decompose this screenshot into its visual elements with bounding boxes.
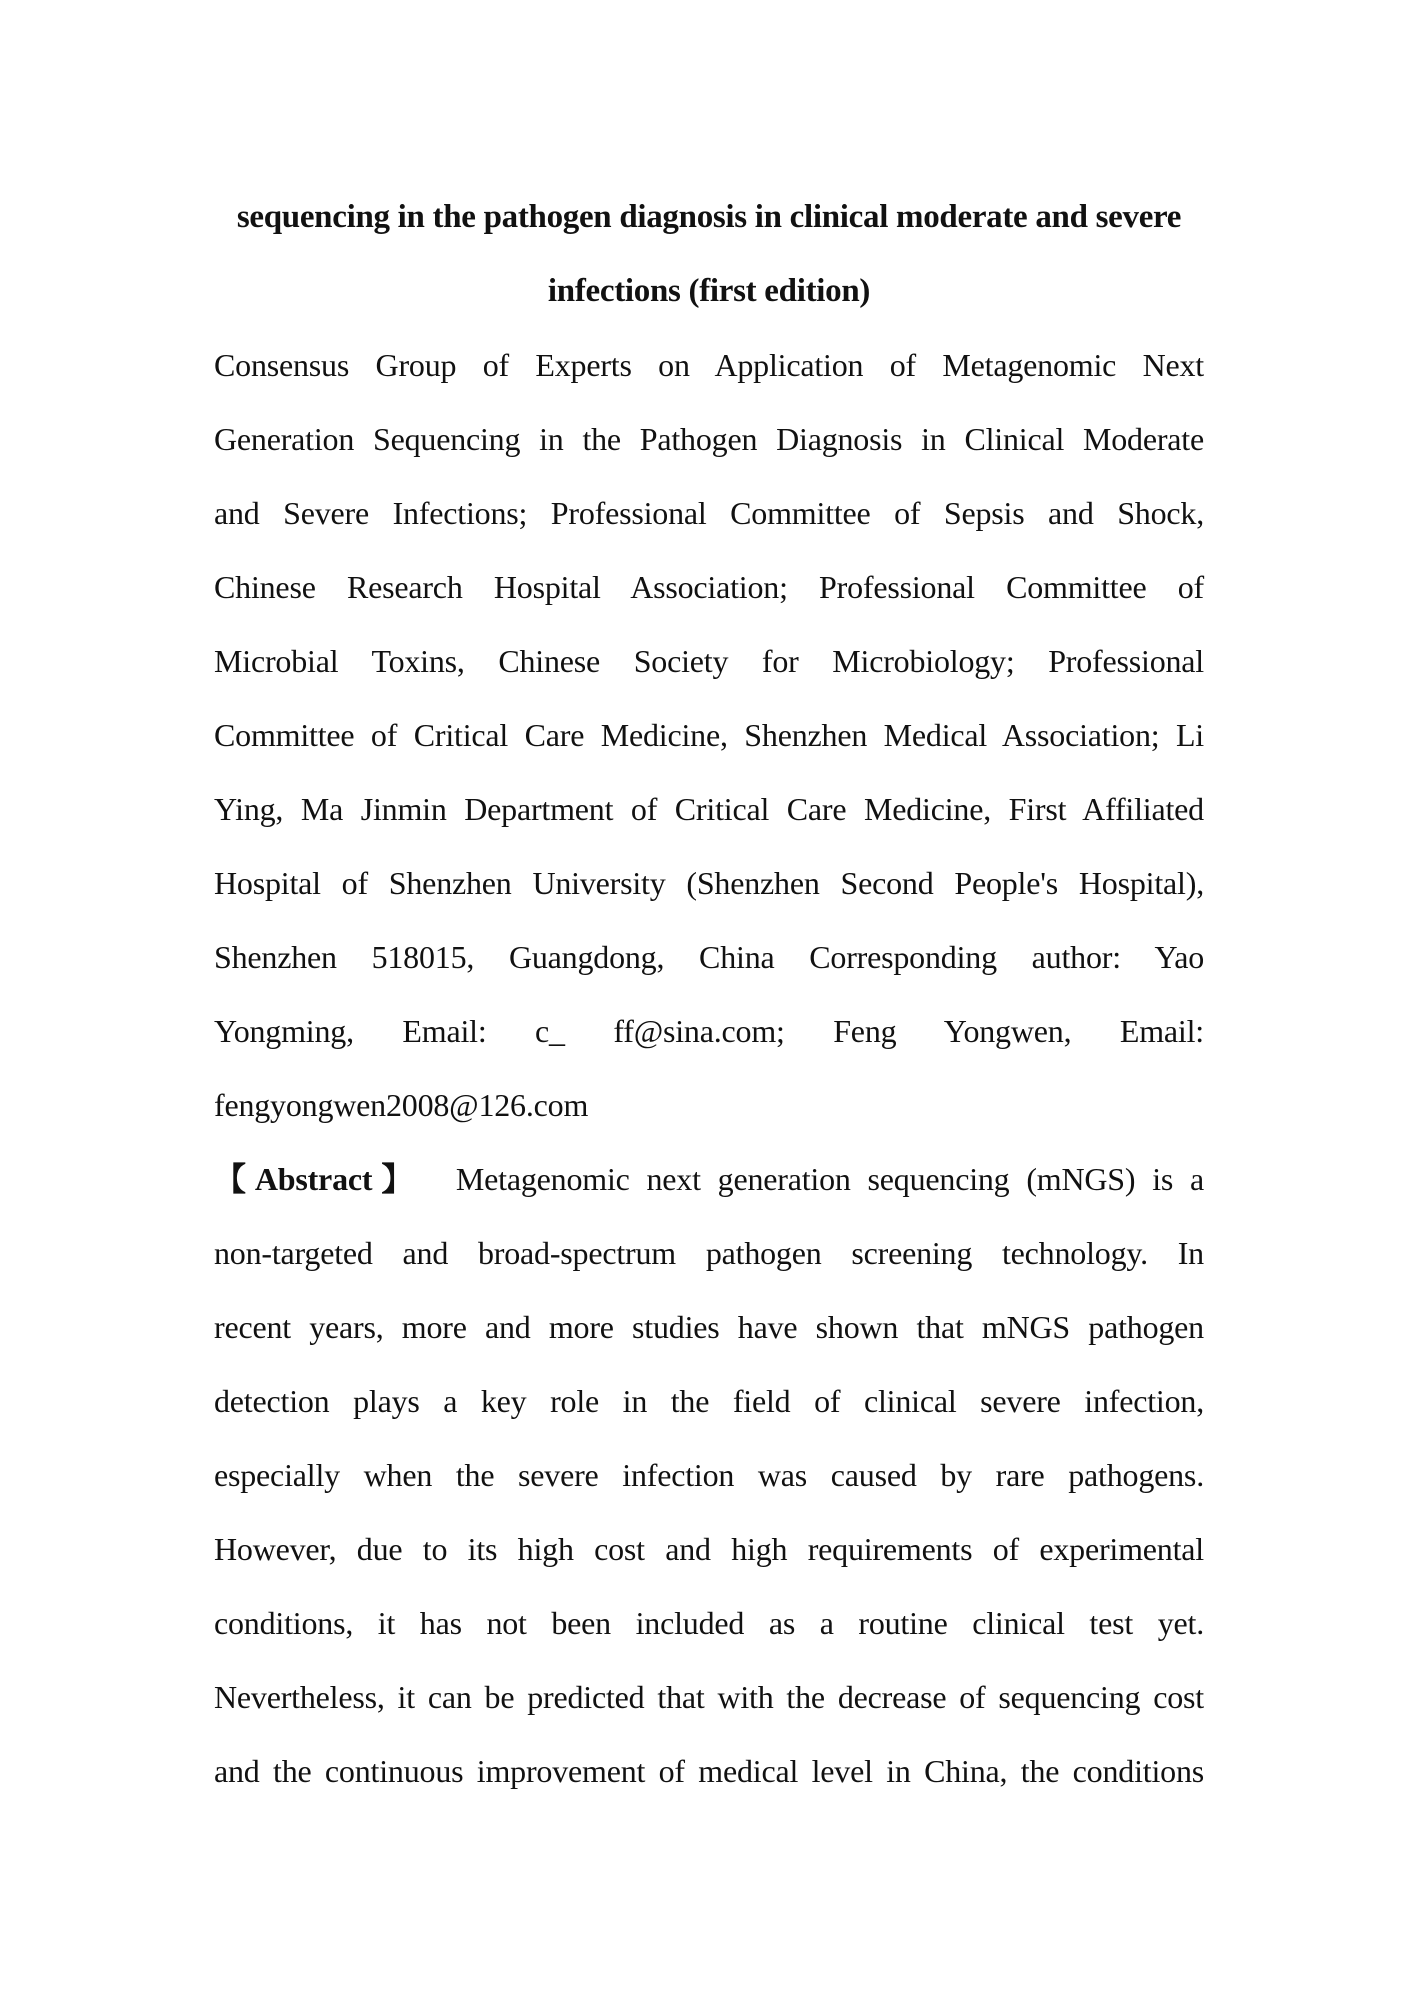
- affiliation-line: Generation Sequencing in the Pathogen Diagnosis in Clinical Moderate: [214, 421, 1204, 457]
- affiliation-line: Yongming, Email: c_ ff@sina.com; Feng Yongwen, Email:: [214, 1013, 1204, 1049]
- abstract-line: Nevertheless, it can be predicted that with the decrease of sequencing cost: [214, 1679, 1204, 1715]
- abstract-line: recent years, more and more studies have shown that mNGS pathogen: [214, 1309, 1204, 1345]
- affiliation-line: Chinese Research Hospital Association; Professional Committee of: [214, 569, 1204, 605]
- abstract-line: non-targeted and broad-spectrum pathogen screening technology. In: [214, 1235, 1204, 1271]
- abstract-line: and the continuous improvement of medical level in China, the conditions: [214, 1753, 1204, 1789]
- title-line: sequencing in the pathogen diagnosis in clinical moderate and severe: [236, 199, 1182, 235]
- affiliation-line: Committee of Critical Care Medicine, Shenzhen Medical Association; Li: [214, 717, 1204, 753]
- abstract-block: [214, 1142, 1204, 1808]
- abstract-line: However, due to its high cost and high requirements of experimental: [214, 1531, 1204, 1567]
- abstract-label: 【Abstract】: [214, 1161, 423, 1197]
- abstract-line: conditions, it has not been included as a routine clinical test yet.: [214, 1605, 1204, 1641]
- affiliation-line: and Severe Infections; Professional Committee of Sepsis and Shock,: [214, 495, 1204, 531]
- affiliation-line: Ying, Ma Jinmin Department of Critical Care Medicine, First Affiliated: [214, 791, 1204, 827]
- affiliation-line: Microbial Toxins, Chinese Society for Microbiology; Professional: [214, 643, 1204, 679]
- title-line: infections (first edition): [547, 273, 871, 309]
- affiliation-line: Hospital of Shenzhen University (Shenzhen Second People's Hospital),: [214, 865, 1204, 901]
- email-line: fengyongwen2008@126.com: [214, 1087, 589, 1123]
- document-title: [214, 180, 1204, 328]
- abstract-text: Metagenomic next generation sequencing (mNGS) is a: [455, 1161, 1204, 1197]
- document-page: [214, 180, 1204, 1808]
- affiliation-line: Shenzhen 518015, Guangdong, China Corresponding author: Yao: [214, 939, 1204, 975]
- abstract-line: especially when the severe infection was caused by rare pathogens.: [214, 1457, 1204, 1493]
- affiliation-block: [214, 328, 1204, 1142]
- affiliation-line: Consensus Group of Experts on Application of Metagenomic Next: [214, 347, 1204, 383]
- abstract-line: detection plays a key role in the field of clinical severe infection,: [214, 1383, 1204, 1419]
- abstract-first-line: [214, 1142, 1204, 1216]
